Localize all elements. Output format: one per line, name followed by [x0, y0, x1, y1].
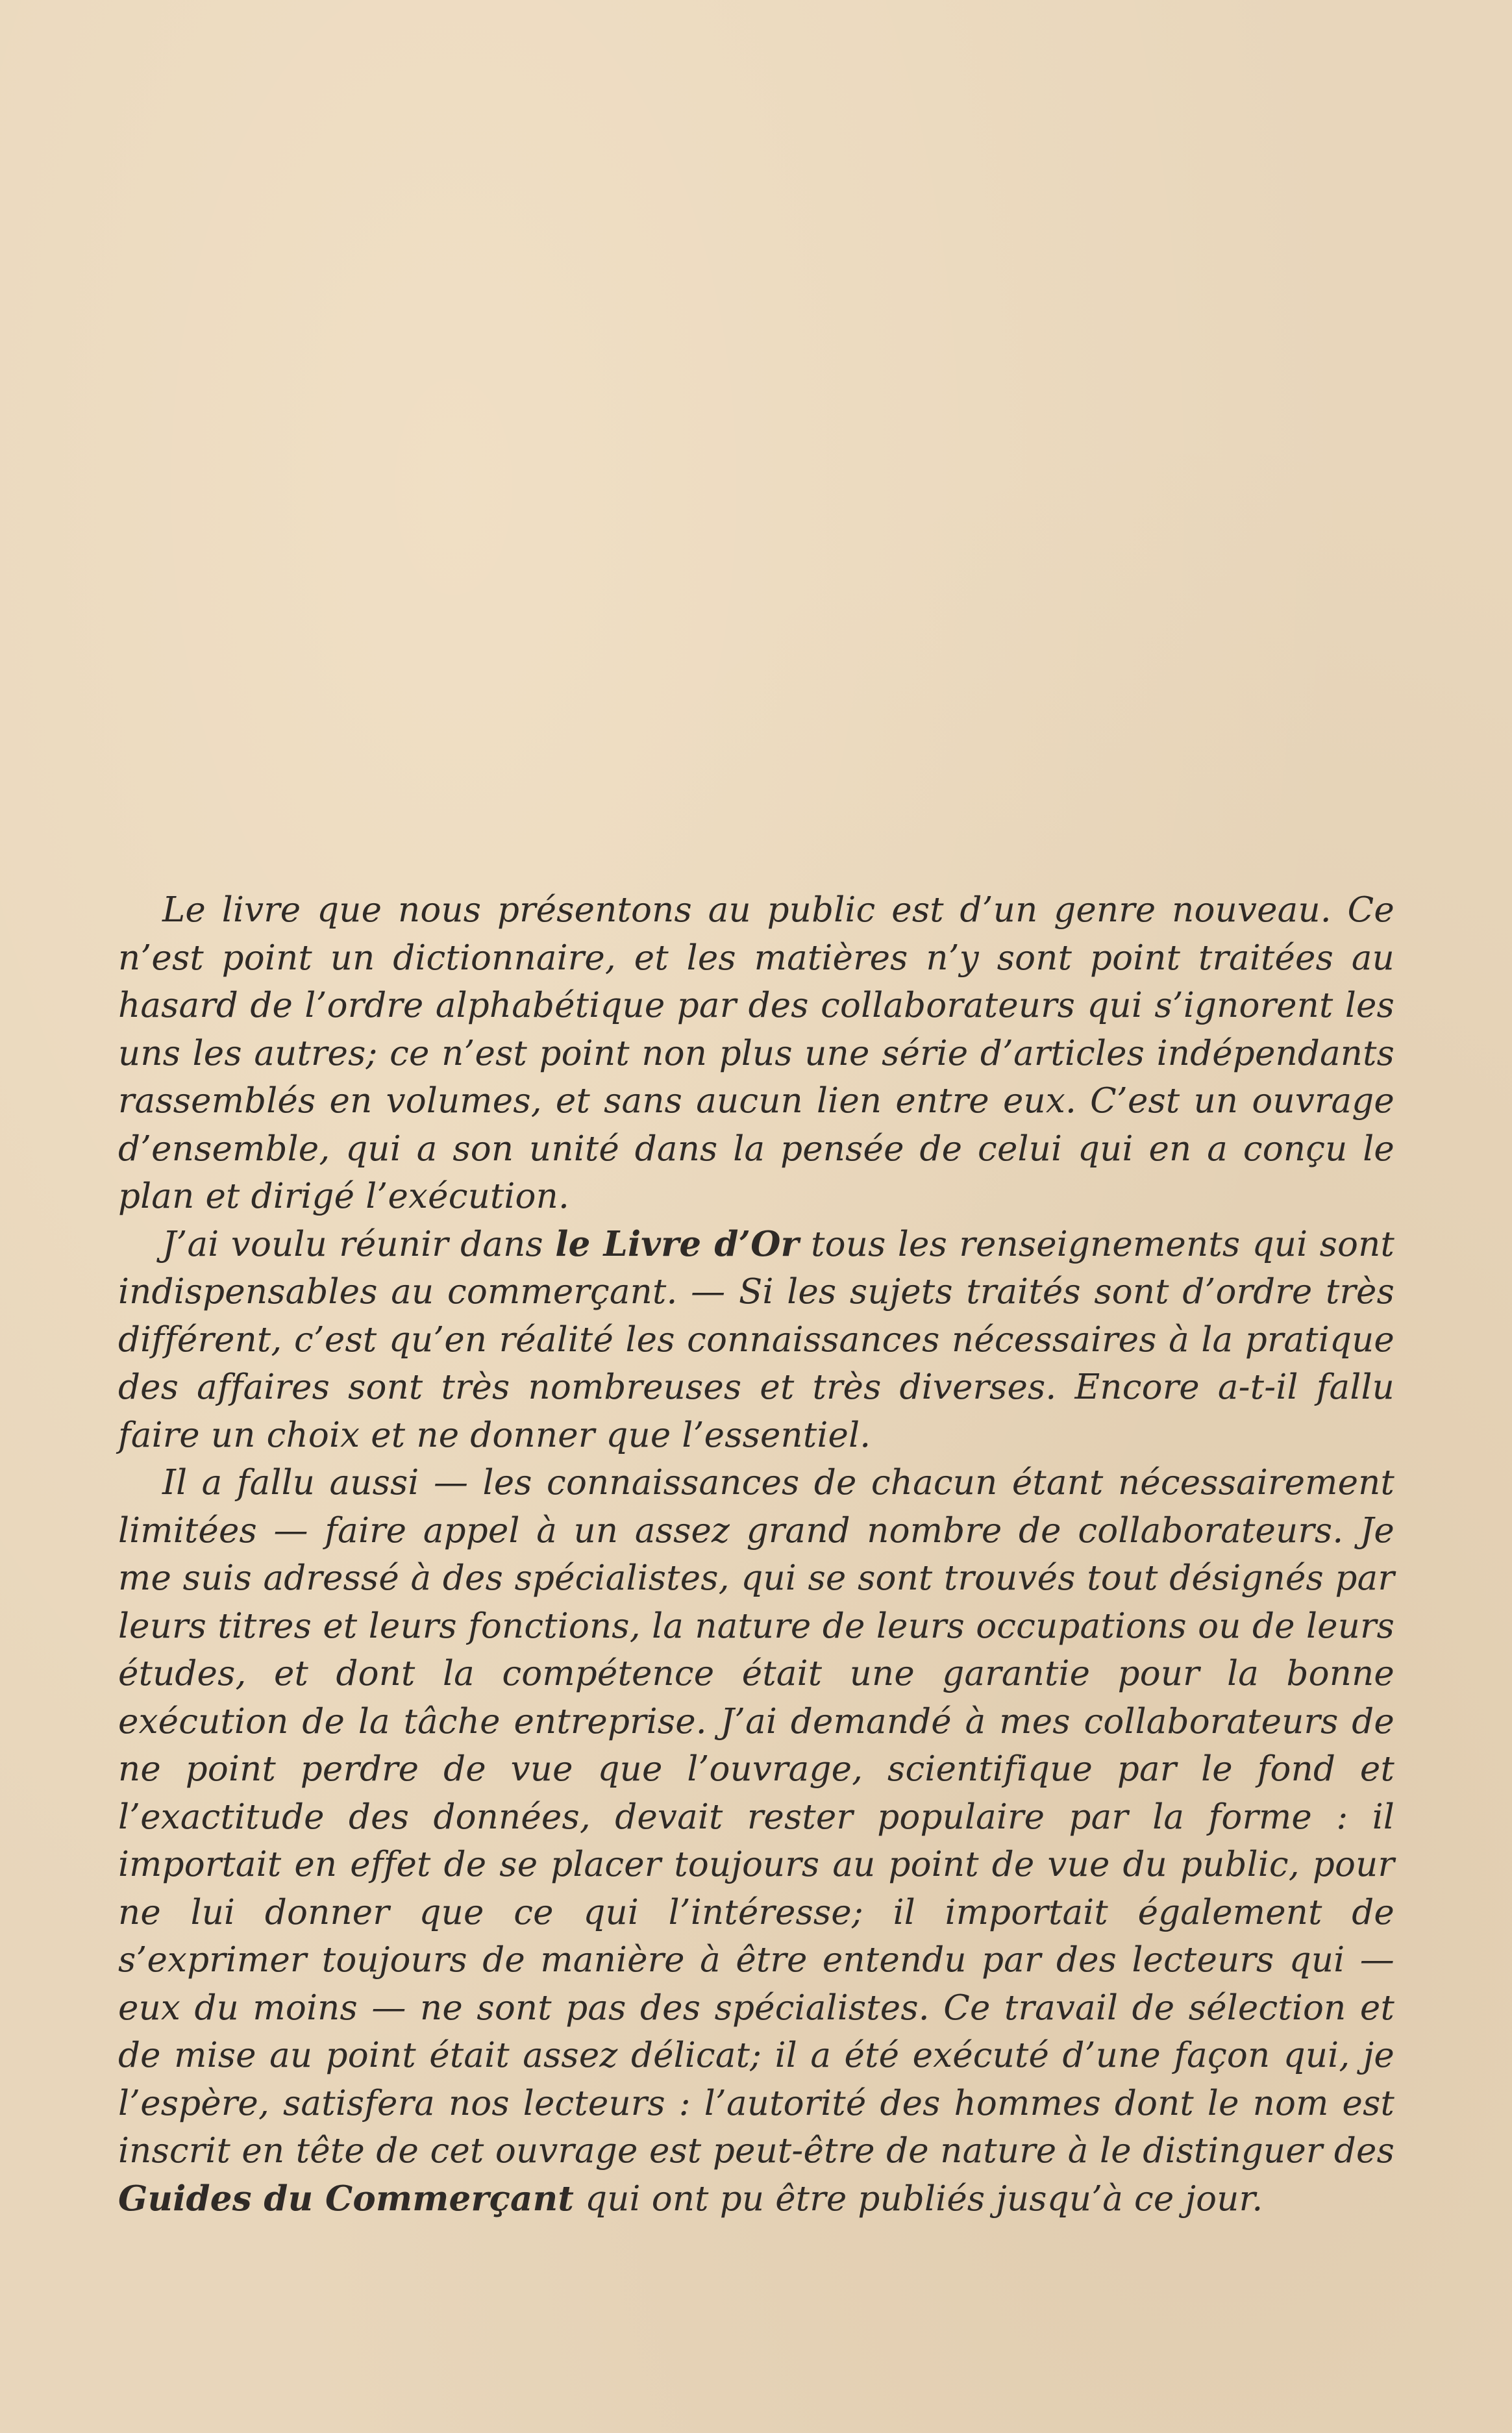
book-title-livre-dor: le Livre d’Or: [555, 1223, 799, 1264]
paragraph-1-text: Le livre que nous présentons au public est d’un genre nouveau. Ce n’est point un dictionnaire, et les matières n’y sont point traitées au hasard de l’ordre alphabétique par des collaborateurs qui s’ignorent les uns les autres; ce n’est point non plus une série d’articles indépendants rassemblés en volumes, et sans aucun lien entre eux. C’est un ouvrage d’ensemble, qui a son unité dans la pensée de celui qui en a conçu le plan et dirigé l’exécution.: [118, 890, 1394, 1216]
paragraph-1: [118, 886, 1394, 1221]
paragraph-3-text-start: Il a fallu aussi — les connaissances de chacun étant nécessairement limitées — faire appel à un assez grand nombre de collaborateurs. Je me suis adressé à des spécialistes, qui se sont trouvés tout désignés par leurs titres et leurs fonctions, la nature de leurs occupations ou de leurs études, et dont la compétence était une garantie pour la bonne exécution de la tâche entreprise. J’ai demandé à mes collaborateurs de ne point perdre de vue que l’ouvrage, scientifique par le fond et l’exactitude des données, devait rester populaire par la forme : il importait en effet de se placer toujours au point de vue du public, pour ne lui donner que ce qui l’intéresse; il importait également de s’exprimer toujours de manière à être entendu par des lecteurs qui — eux du moins — ne sont pas des spécialistes. Ce travail de sélection et de mise au point était assez délicat; il a été exécuté d’une façon qui, je l’espère, satisfera nos lecteurs : l’autorité des hommes dont le nom est inscrit en tête de cet ouvrage est peut-être de nature à le distinguer des: [118, 1463, 1394, 2171]
paragraph-3-text-end: qui ont pu être publiés jusqu’à ce jour.: [574, 2178, 1263, 2219]
guides-du-commercant-title: Guides du Commerçant: [118, 2178, 575, 2219]
paragraph-2: [118, 1221, 1394, 1460]
preface-text: [118, 886, 1394, 2223]
paragraph-3: [118, 1459, 1394, 2223]
paragraph-2-text-end: tous les renseignements qui sont indispensables au commerçant. — Si les sujets traités sont d’ordre très différent, c’est qu’en réalité les connaissances nécessaires à la pratique des affaires sont très nombreuses et très diverses. Encore a-t-il fallu faire un choix et ne donner que l’essentiel.: [118, 1224, 1394, 1455]
paragraph-2-text-start: J’ai voulu réunir dans: [162, 1224, 556, 1264]
